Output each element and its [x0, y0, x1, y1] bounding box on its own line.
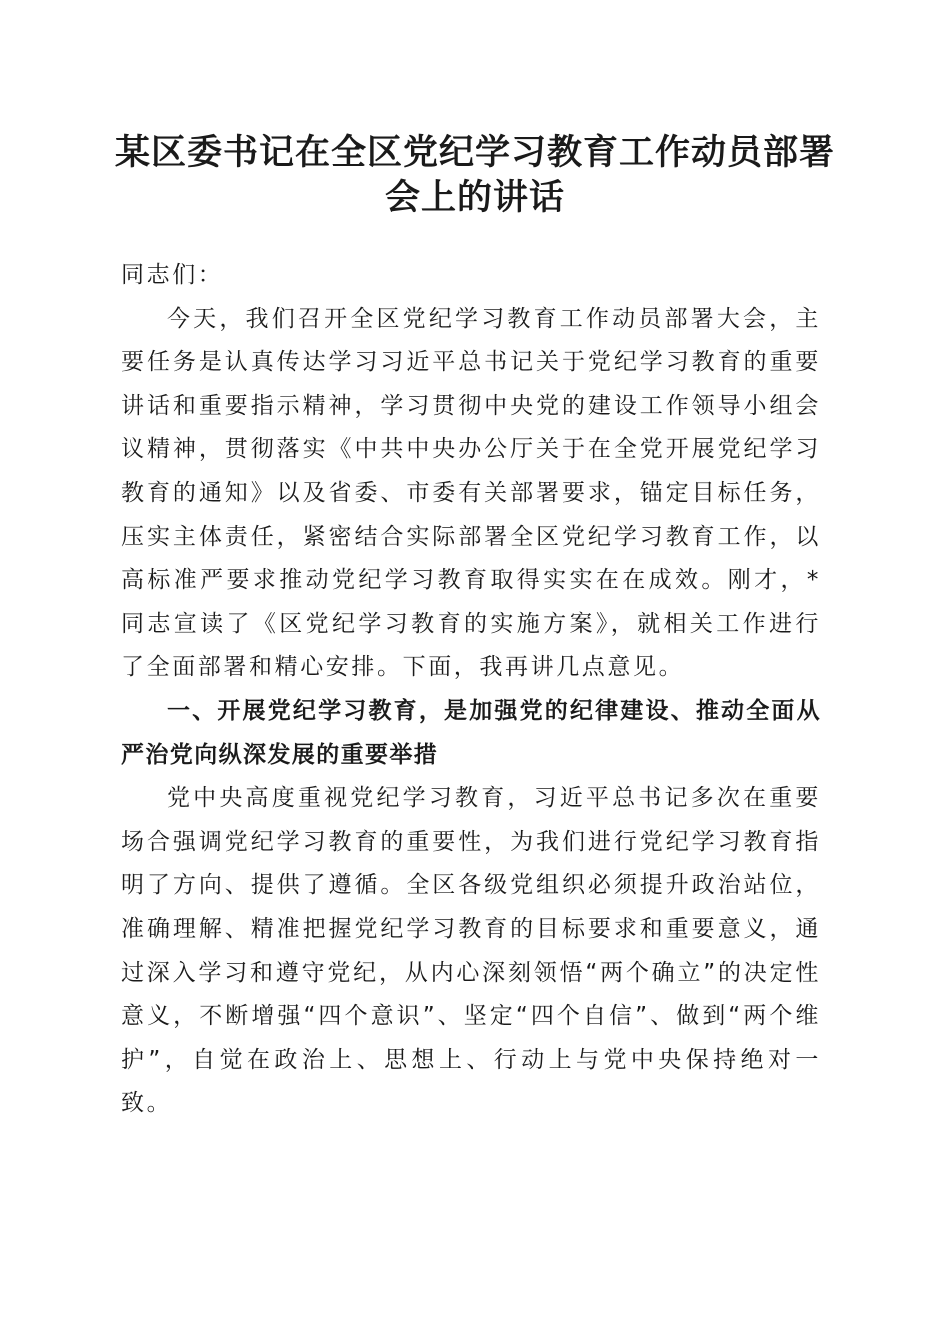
- salutation: 同志们：: [121, 262, 224, 288]
- document-body: [121, 254, 821, 1126]
- document-title-line-2: 会上的讲话: [384, 177, 565, 218]
- document-title-line-1: 某区委书记在全区党纪学习教育工作动员部署: [114, 132, 835, 173]
- section-heading-1: 一、开展党纪学习教育，是加强党的纪律建设、推动全面从严治党向纵深发展的重要举措: [121, 697, 821, 768]
- paragraph-opening: 今天，我们召开全区党纪学习教育工作动员部署大会，主要任务是认真传达学习习近平总书记关于党纪学习教育的重要讲话和重要指示精神，学习贯彻中央党的建设工作领导小组会议精神，贯彻落实《中共中央办公厅关于在全党开展党纪学习教育的通知》以及省委、市委有关部署要求，锚定目标任务，压实主体责任，紧密结合实际部署全区党纪学习教育工作，以高标准严要求推动党纪学习教育取得实实在在成效。刚才，*同志宣读了《区党纪学习教育的实施方案》，就相关工作进行了全面部署和精心安排。下面，我再讲几点意见。: [121, 305, 821, 681]
- document-title: [110, 130, 840, 220]
- paragraph-section-1: 党中央高度重视党纪学习教育，习近平总书记多次在重要场合强调党纪学习教育的重要性，为我们进行党纪学习教育指明了方向、提供了遵循。全区各级党组织必须提升政治站位，准确理解、精准把握党纪学习教育的目标要求和重要意义，通过深入学习和遵守党纪，从内心深刻领悟“两个确立”的决定性意义，不断增强“四个意识”、坚定“四个自信”、做到“两个维护”，自觉在政治上、思想上、行动上与党中央保持绝对一致。: [121, 785, 821, 1117]
